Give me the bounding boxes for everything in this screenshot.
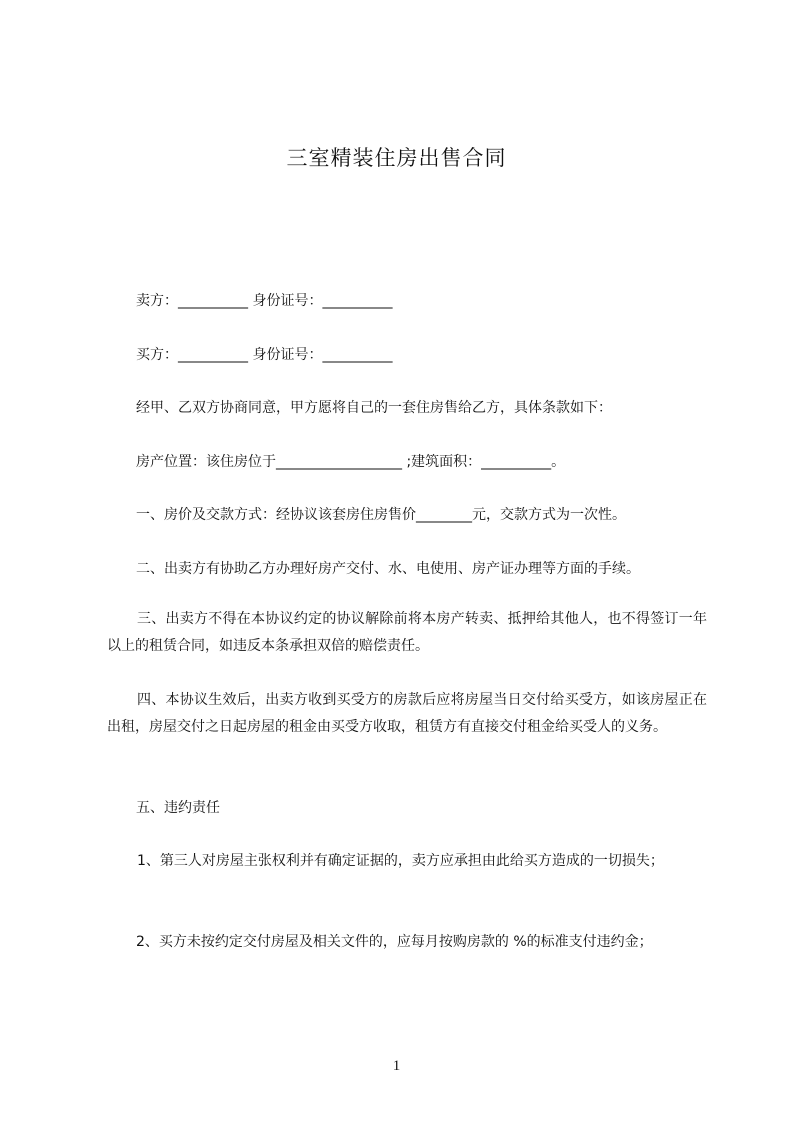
- breach-item-delay-penalty: 2、买方未按约定交付房屋及相关文件的，应每月按购房款的 %的标准支付违约金；: [136, 934, 653, 950]
- clause-seller-assistance: 二、出卖方有协助乙方办理好房产交付、水、电使用、房产证办理等方面的手续。: [136, 561, 640, 577]
- clause-breach-heading: 五、违约责任: [136, 800, 220, 816]
- document-title: 三室精装住房出售合同: [286, 146, 507, 170]
- buyer-line: 买方：__________ 身份证号：__________: [136, 347, 393, 363]
- clause-price-payment: 一、房价及交款方式：经协议该套房住房售价________元，交款方式为一次性。: [136, 507, 626, 523]
- seller-line: 卖方：__________ 身份证号：__________: [136, 293, 393, 309]
- clause-no-resale: 三、出卖方不得在本协议约定的协议解除前将本房产转卖、抵押给其他人，也不得签订一年以上的租赁合同，如违反本条承担双倍的赔偿责任。: [107, 611, 707, 654]
- clause-delivery-rent: 四、本协议生效后，出卖方收到买受方的房款后应将房屋当日交付给买受方，如该房屋正在出租，房屋交付之日起房屋的租金由买受方收取，租赁方有直接交付租金给买受人的义务。: [107, 692, 707, 735]
- page-number: 1: [392, 1058, 401, 1074]
- intro-paragraph: 经甲、乙双方协商同意，甲方愿将自己的一套住房售给乙方，具体条款如下：: [136, 400, 612, 416]
- breach-item-third-party: 1、第三人对房屋主张权利并有确定证据的，卖方应承担由此给买方造成的一切损失；: [137, 853, 664, 869]
- property-location-line: 房产位置：该住房位于__________________ ;建筑面积：__________。: [136, 454, 566, 470]
